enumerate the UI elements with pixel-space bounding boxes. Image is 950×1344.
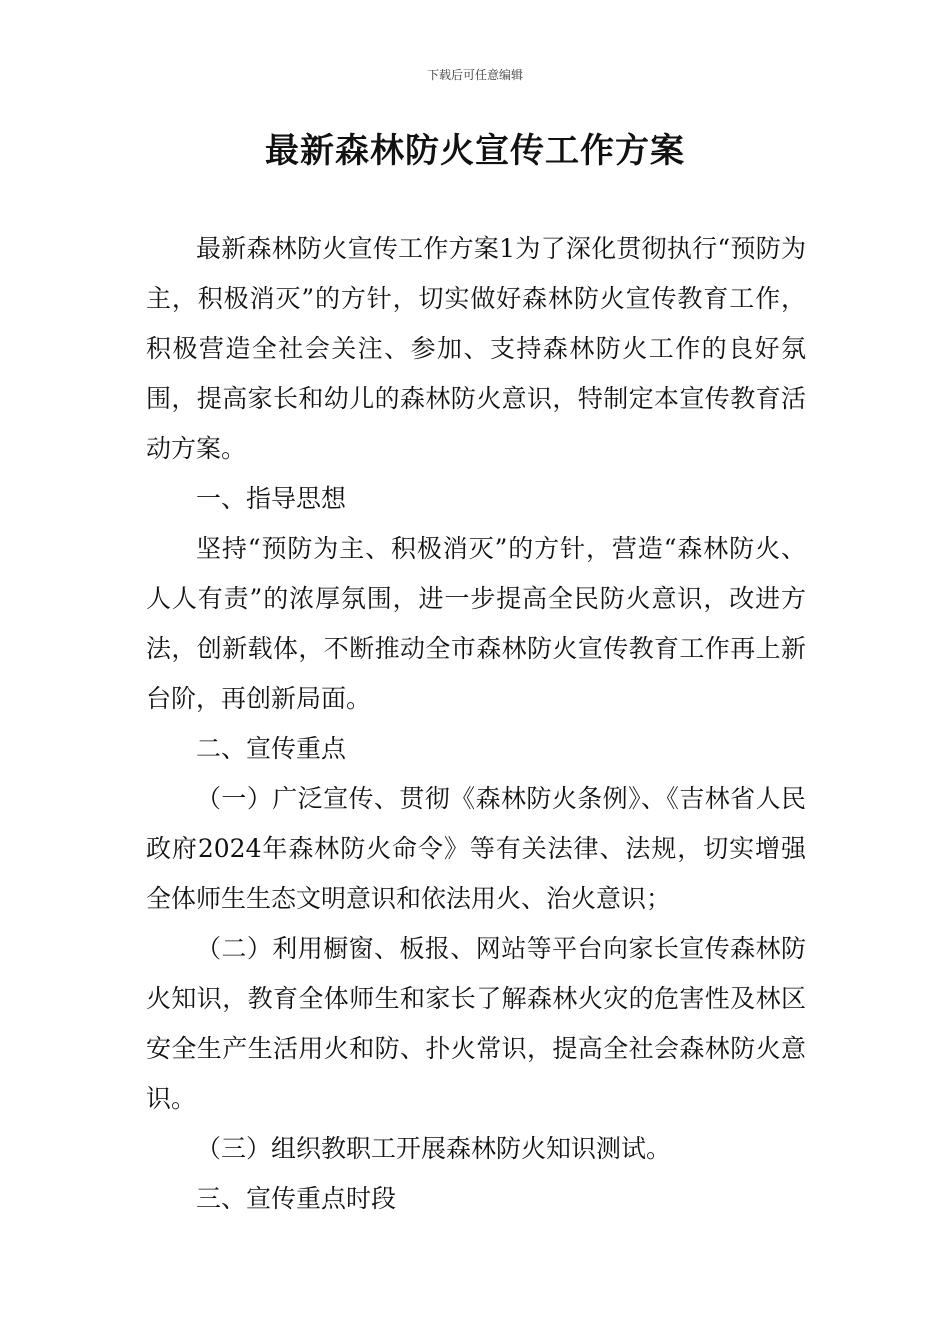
document-body — [146, 224, 806, 1224]
publicity-focus-item-1: （一）广泛宣传、贯彻《森林防火条例》、《吉林省人民政府2024年森林防火命令》等有关法律、法规，切实增强全体师生生态文明意识和依法用火、治火意识； — [146, 784, 806, 913]
guiding-ideology-paragraph: 坚持“预防为主、积极消灭”的方针，营造“森林防火、人人有责”的浓厚氛围，进一步提高全民防火意识，改进方法，创新载体，不断推动全市森林防火宣传教育工作再上新台阶，再创新局面。 — [146, 534, 806, 713]
intro-paragraph: 最新森林防火宣传工作方案1为了深化贯彻执行“预防为主，积极消灭”的方针，切实做好森林防火宣传教育工作，积极营造全社会关注、参加、支持森林防火工作的良好氛围，提高家长和幼儿的森林防火意识，特制定本宣传教育活动方案。 — [146, 234, 806, 463]
publicity-focus-item-3: （三）组织教职工开展森林防火知识测试。 — [196, 1134, 672, 1163]
header-note: 下载后可任意编辑 — [426, 68, 523, 82]
document-title: 最新森林防火宣传工作方案 — [265, 131, 685, 171]
section-heading-guiding-ideology: 一、指导思想 — [196, 484, 347, 513]
section-heading-publicity-focus: 二、宣传重点 — [196, 734, 347, 763]
section-heading-key-periods: 三、宣传重点时段 — [196, 1184, 397, 1213]
publicity-focus-item-2: （二）利用橱窗、板报、网站等平台向家长宣传森林防火知识，教育全体师生和家长了解森林火灾的危害性及林区安全生产生活用火和防、扑火常识，提高全社会森林防火意识。 — [146, 934, 806, 1113]
